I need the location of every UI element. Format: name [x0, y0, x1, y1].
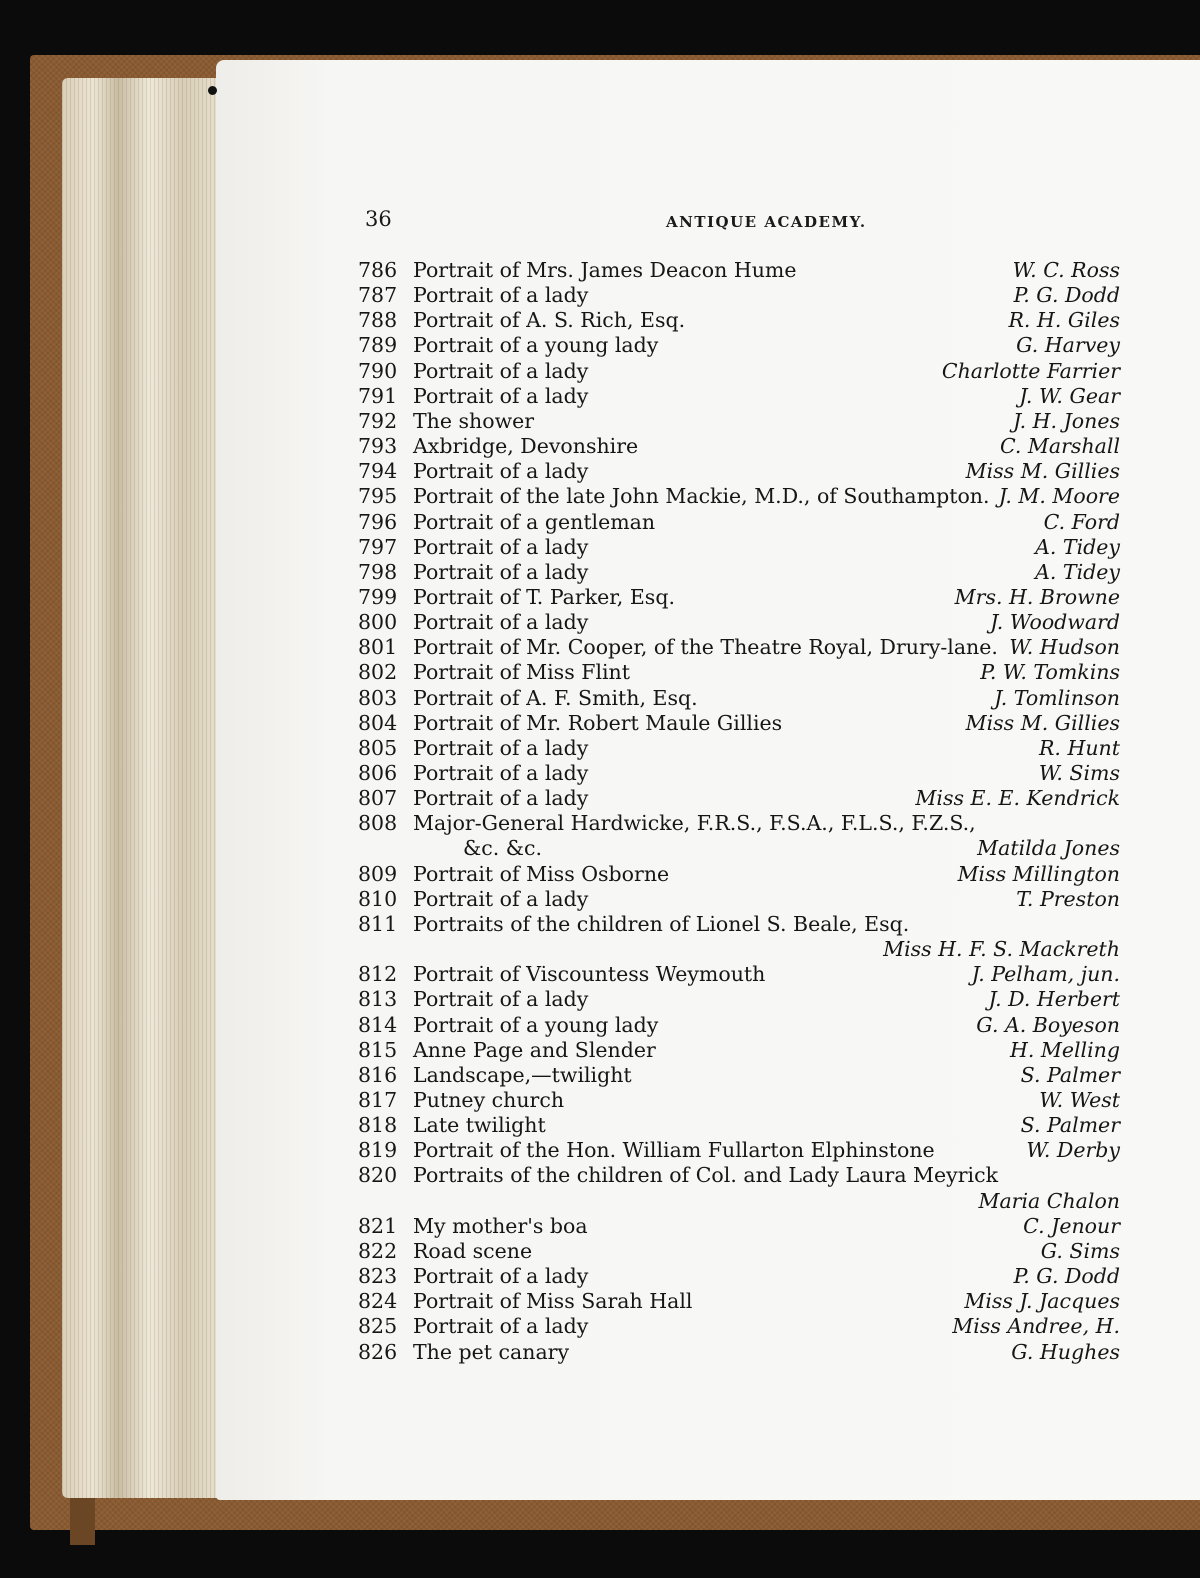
entry-number: 825	[358, 1314, 398, 1339]
entry-artist: C. Marshall	[999, 434, 1120, 458]
entry-artist: W. C. Ross	[1012, 258, 1120, 282]
entry-artist: A. Tidey	[1035, 534, 1120, 559]
entry-number: 819	[358, 1138, 398, 1163]
entry-number: 794	[358, 459, 398, 484]
entry-number: 818	[358, 1113, 398, 1138]
catalogue-entry	[358, 735, 1120, 761]
entry-artist: W. West	[1039, 1087, 1120, 1112]
entry-title: Portrait of the late John Mackie, M.D., of Southampton.	[413, 484, 990, 509]
entry-title: Late twilight	[413, 1113, 546, 1138]
entry-title: Major-General Hardwicke, F.R.S., F.S.A., F.L.S., F.Z.S.,	[413, 811, 976, 836]
entry-number: 806	[358, 761, 398, 785]
entry-artist: Miss E. E. Kendrick	[915, 786, 1120, 811]
entry-number: 792	[358, 408, 398, 433]
entry-number: 787	[358, 283, 398, 308]
catalogue-entry	[358, 986, 1120, 1012]
entry-number: 786	[358, 258, 398, 282]
entry-artist: C. Jenour	[1023, 1213, 1120, 1238]
catalogue-line	[358, 835, 1120, 861]
entry-number: 804	[358, 710, 398, 735]
catalogue-entry	[358, 1087, 1120, 1113]
catalogue-entry	[358, 1062, 1120, 1088]
entry-title: Portrait of A. S. Rich, Esq.	[413, 308, 686, 333]
entry-artist: R. Hunt	[1039, 735, 1120, 760]
entry-artist: R. H. Giles	[1008, 308, 1120, 333]
entry-artist: Miss M. Gillies	[965, 459, 1120, 484]
entry-title: My mother's boa	[413, 1213, 588, 1238]
entry-title: Portrait of A. F. Smith, Esq.	[413, 685, 698, 710]
entry-number: 820	[358, 1163, 398, 1188]
catalogue-entry	[358, 358, 1120, 384]
entry-artist: A. Tidey	[1035, 559, 1120, 584]
catalogue-entry	[358, 1339, 1120, 1365]
entry-title: Portraits of the children of Col. and Lady Laura Meyrick	[413, 1163, 999, 1188]
entry-title: Portrait of a lady	[413, 383, 589, 408]
entry-title: Portrait of a lady	[413, 559, 589, 584]
entry-artist: J. Woodward	[990, 610, 1120, 635]
entry-artist: J. M. Moore	[998, 484, 1120, 509]
catalogue-entry	[358, 760, 1120, 786]
entry-number: 802	[358, 660, 398, 685]
entry-title: Landscape,—twilight	[413, 1062, 632, 1087]
entry-number: 788	[358, 308, 398, 333]
entry-title: Axbridge, Devonshire	[413, 434, 639, 458]
catalogue-entry	[358, 810, 1120, 836]
entry-number: 808	[358, 811, 398, 836]
catalogue-entry	[358, 332, 1120, 358]
catalogue-entry	[358, 961, 1120, 987]
catalogue-entry	[358, 861, 1120, 887]
entry-title: Portrait of a lady	[413, 987, 589, 1012]
entry-number: 798	[358, 559, 398, 584]
entry-artist: T. Preston	[1016, 886, 1120, 911]
entry-title: Portrait of Miss Sarah Hall	[413, 1289, 693, 1314]
catalogue-entry	[358, 659, 1120, 685]
entry-number: 795	[358, 484, 398, 509]
entry-title: Portrait of Miss Flint	[413, 660, 631, 685]
entry-title: Portrait of a gentleman	[413, 509, 656, 534]
entry-title: Portrait of a lady	[413, 886, 589, 911]
entry-artist: Charlotte Farrier	[941, 358, 1120, 383]
page-number: 36	[365, 207, 392, 231]
catalogue-line	[358, 936, 1120, 962]
catalogue-entry	[358, 584, 1120, 610]
catalogue-entry	[358, 383, 1120, 409]
entry-title: Portrait of Mr. Cooper, of the Theatre Royal, Drury-lane.	[413, 635, 998, 660]
catalogue-entry	[358, 257, 1120, 283]
entry-artist: Maria Chalon	[978, 1188, 1120, 1213]
entry-number: 805	[358, 735, 398, 760]
entry-title: Portrait of Viscountess Weymouth	[413, 962, 766, 987]
catalogue-entry	[358, 534, 1120, 560]
entry-title: Portrait of Mrs. James Deacon Hume	[413, 258, 797, 282]
entry-artist: Miss Andree, H.	[952, 1314, 1120, 1339]
entry-title: Portrait of a lady	[413, 761, 589, 785]
entry-artist: W. Derby	[1026, 1138, 1120, 1163]
entry-number: 796	[358, 509, 398, 534]
entry-artist: G. Harvey	[1016, 333, 1120, 358]
entry-number: 817	[358, 1087, 398, 1112]
entry-artist: H. Melling	[1009, 1037, 1120, 1062]
catalogue-entry	[358, 458, 1120, 484]
catalogue-entry	[358, 1137, 1120, 1163]
catalogue-entry	[358, 1313, 1120, 1339]
entry-artist: P. G. Dodd	[1013, 1264, 1120, 1288]
entry-title: Portrait of a lady	[413, 534, 589, 559]
page-edges	[62, 78, 222, 1498]
entry-number: 797	[358, 534, 398, 559]
entry-number: 816	[358, 1062, 398, 1087]
catalogue-entry	[358, 634, 1120, 660]
catalogue-entry	[358, 1037, 1120, 1063]
entry-title: Putney church	[413, 1087, 565, 1112]
entry-title: The pet canary	[413, 1339, 570, 1364]
entry-title: The shower	[413, 408, 535, 433]
catalogue-entry	[358, 886, 1120, 912]
catalogue-entry	[358, 710, 1120, 736]
entry-number: 800	[358, 610, 398, 635]
entry-artist: S. Palmer	[1020, 1062, 1120, 1087]
entry-title: Portrait of a lady	[413, 459, 589, 484]
entry-title: Portrait of a lady	[413, 786, 589, 811]
entry-title: Portrait of a lady	[413, 283, 589, 308]
entry-number: 822	[358, 1238, 398, 1263]
entry-number: 810	[358, 886, 398, 911]
entry-title: Portrait of a young lady	[413, 333, 659, 358]
running-head: ANTIQUE ACADEMY.	[666, 213, 867, 231]
entry-artist: P. G. Dodd	[1013, 283, 1120, 308]
catalogue-entry	[358, 282, 1120, 308]
entry-number: 811	[358, 911, 398, 936]
entry-number: 793	[358, 434, 398, 458]
entry-artist: Miss J. Jacques	[964, 1289, 1120, 1314]
entry-artist: P. W. Tomkins	[980, 660, 1120, 685]
catalogue-entry	[358, 785, 1120, 811]
entry-title: Portrait of a lady	[413, 610, 589, 635]
entry-artist: W. Sims	[1038, 761, 1120, 785]
entry-artist: J. H. Jones	[1013, 408, 1120, 433]
catalogue-entry	[358, 307, 1120, 333]
entry-title: Portrait of a young lady	[413, 1012, 659, 1037]
catalogue-entry	[358, 559, 1120, 585]
catalogue-entry	[358, 483, 1120, 509]
entry-artist: J. D. Herbert	[988, 987, 1120, 1012]
entry-title: Portrait of the Hon. William Fullarton Elphinstone	[413, 1138, 935, 1163]
catalogue-entry	[358, 433, 1120, 459]
entry-title-continued: &c. &c.	[463, 836, 543, 861]
entry-number: 826	[358, 1339, 398, 1364]
catalogue-entry	[358, 685, 1120, 711]
entry-artist: Miss M. Gillies	[965, 710, 1120, 735]
entry-artist: G. Hughes	[1011, 1339, 1120, 1364]
ink-mark	[208, 86, 217, 95]
entry-number: 814	[358, 1012, 398, 1037]
catalogue-entry	[358, 609, 1120, 635]
catalogue-entry	[358, 1213, 1120, 1239]
entry-number: 807	[358, 786, 398, 811]
entry-artist: G. Sims	[1040, 1238, 1120, 1263]
entry-artist: C. Ford	[1043, 509, 1120, 534]
catalogue-entry	[358, 1288, 1120, 1314]
entry-artist: W. Hudson	[1009, 635, 1120, 660]
entry-artist: J. Pelham, jun.	[971, 962, 1120, 987]
entry-artist: S. Palmer	[1020, 1113, 1120, 1138]
catalogue-entry	[358, 1012, 1120, 1038]
entry-number: 799	[358, 585, 398, 609]
entry-title: Portrait of a lady	[413, 1264, 589, 1288]
entry-number: 812	[358, 962, 398, 987]
entry-number: 789	[358, 333, 398, 358]
entry-title: Portrait of a lady	[413, 1314, 589, 1339]
entry-number: 823	[358, 1264, 398, 1288]
entry-number: 824	[358, 1289, 398, 1314]
entry-artist: J. W. Gear	[1019, 383, 1120, 408]
catalogue-entry	[358, 911, 1120, 937]
entry-title: Portrait of Miss Osborne	[413, 861, 670, 886]
entry-number: 815	[358, 1037, 398, 1062]
entry-title: Portrait of a lady	[413, 735, 589, 760]
entry-artist: Miss Millington	[957, 861, 1120, 886]
entry-artist: J. Tomlinson	[994, 685, 1120, 710]
entry-number: 801	[358, 635, 398, 660]
catalogue-entry	[358, 1162, 1120, 1188]
entry-number: 791	[358, 383, 398, 408]
entry-number: 809	[358, 861, 398, 886]
entry-artist: Miss H. F. S. Mackreth	[883, 937, 1120, 961]
catalogue-entry	[358, 408, 1120, 434]
entry-artist: Matilda Jones	[977, 836, 1120, 861]
catalogue-entry	[358, 1112, 1120, 1138]
entry-artist: Mrs. H. Browne	[954, 585, 1120, 609]
entry-title: Portrait of a lady	[413, 358, 589, 383]
entry-title: Anne Page and Slender	[413, 1037, 656, 1062]
entry-number: 813	[358, 987, 398, 1012]
entry-title: Portrait of T. Parker, Esq.	[413, 585, 675, 609]
catalogue-entry	[358, 1263, 1120, 1289]
catalogue-entry	[358, 1238, 1120, 1264]
catalogue-line	[358, 1188, 1120, 1214]
entry-number: 803	[358, 685, 398, 710]
catalogue-entry	[358, 509, 1120, 535]
entry-number: 790	[358, 358, 398, 383]
entry-number: 821	[358, 1213, 398, 1238]
entry-artist: G. A. Boyeson	[976, 1012, 1120, 1037]
entry-title: Portrait of Mr. Robert Maule Gillies	[413, 710, 783, 735]
entry-title: Road scene	[413, 1238, 533, 1263]
entry-title: Portraits of the children of Lionel S. Beale, Esq.	[413, 911, 910, 936]
